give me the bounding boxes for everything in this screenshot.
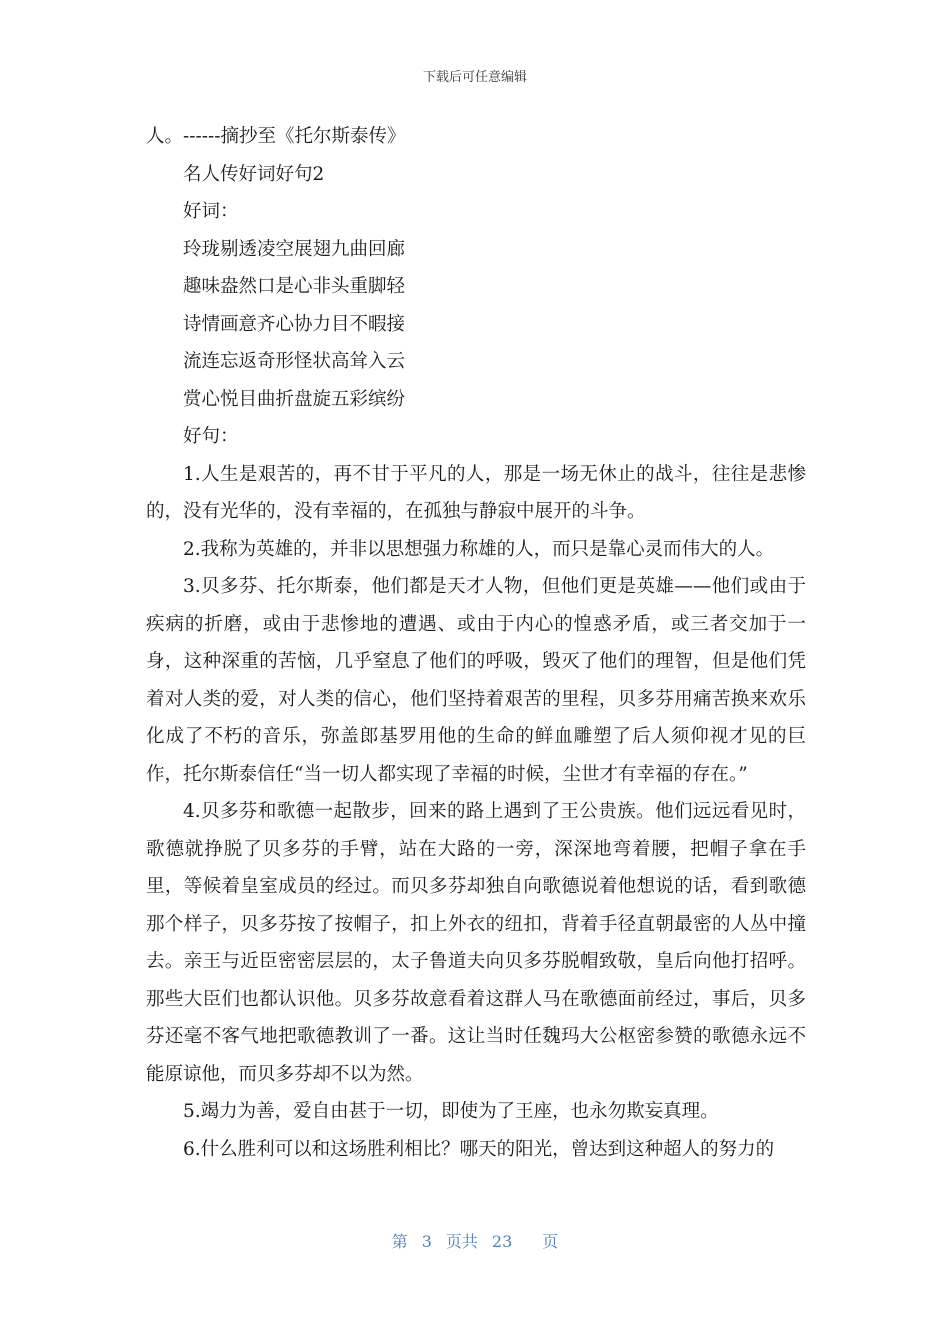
word-list-line: 诗情画意齐心协力目不暇接 — [183, 313, 406, 335]
sentence-item: 3.贝多芬、托尔斯泰，他们都是天才人物，但他们更是英雄——他们或由于疾病的折磨，或由于悲惨地的遭遇、或由于内心的惶惑矛盾，或三者交加于一身，这种深重的苦恼，几乎窒息了他们的呼吸，毁灭了他们的理智，但是他们凭着对人类的爱，对人类的信心，他们坚持着艰苦的里程，贝多芬用痛苦换来欢乐化成了不朽的音乐，弥盖郎基罗用他的生命的鲜血雕塑了后人须仰视才见的巨作，托尔斯泰信任“当一切人都实现了幸福的时候，尘世才有幸福的存在。” — [146, 576, 806, 785]
subheading-good-words: 好词： — [183, 201, 239, 222]
footer-suffix: 页 — [542, 1232, 559, 1251]
paragraph: 人。------摘抄至《托尔斯泰传》 — [146, 126, 406, 147]
document-body — [146, 118, 806, 1168]
footer-prefix: 第 — [391, 1232, 408, 1251]
footer-middle: 页共 — [445, 1232, 478, 1251]
page-header-note: 下载后可任意编辑 — [422, 70, 527, 85]
section-title: 名人传好词好句2 — [183, 163, 325, 185]
sentence-item: 1.人生是艰苦的，再不甘于平凡的人，那是一场无休止的战斗，往往是悲惨的，没有光华的，没有幸福的，在孤独与静寂中展开的斗争。 — [146, 463, 806, 522]
word-list-line: 趣味盎然口是心非头重脚轻 — [183, 276, 406, 297]
footer-current-page: 3 — [421, 1232, 432, 1251]
footer-total-pages: 23 — [491, 1232, 513, 1251]
sentence-item: 2.我称为英雄的，并非以思想强力称雄的人，而只是靠心灵而伟大的人。 — [183, 538, 775, 560]
word-list-line: 流连忘返奇形怪状高耸入云 — [183, 351, 406, 372]
word-list-line: 赏心悦目曲折盘旋五彩缤纷 — [183, 388, 406, 410]
page-footer — [0, 1229, 950, 1252]
sentence-item: 6.什么胜利可以和这场胜利相比？哪天的阳光，曾达到这种超人的努力的 — [183, 1138, 775, 1160]
word-list-line: 玲珑剔透凌空展翅九曲回廊 — [183, 238, 406, 260]
subheading-good-sentences: 好句： — [183, 426, 239, 447]
sentence-item: 4.贝多芬和歌德一起散步，回来的路上遇到了王公贵族。他们远远看见时，歌德就挣脱了贝多芬的手臂，站在大路的一旁，深深地弯着腰，把帽子拿在手里，等候着皇室成员的经过。而贝多芬却独自向歌德说着他想说的话，看到歌德那个样子，贝多芬按了按帽子，扣上外衣的纽扣，背着手径直朝最密的人丛中撞去。亲王与近臣密密层层的，太子鲁道夫向贝多芬脱帽致敬，皇后向他打招呼。那些大臣们也都认识他。贝多芬故意看着这群人马在歌德面前经过，事后，贝多芬还毫不客气地把歌德教训了一番。这让当时任魏玛大公枢密参赞的歌德永远不能原谅他，而贝多芬却不以为然。 — [146, 801, 806, 1085]
sentence-item: 5.竭力为善，爱自由甚于一切，即使为了王座，也永勿欺妄真理。 — [183, 1101, 719, 1122]
